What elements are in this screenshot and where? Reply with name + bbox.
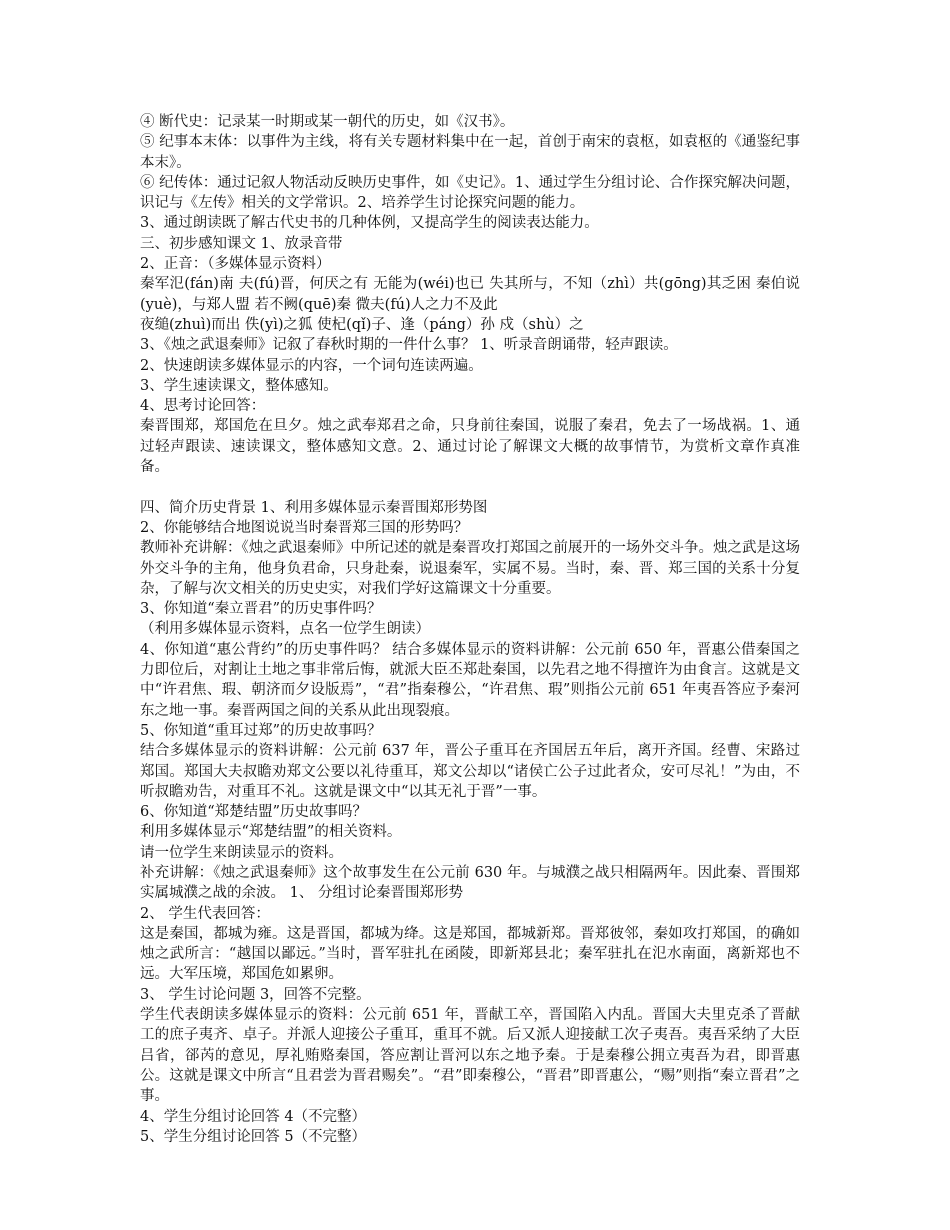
text-line: 2、正音：（多媒体显示资料） bbox=[140, 256, 331, 273]
text-line: 请一位学生来朗读显示的资料。 bbox=[140, 844, 343, 861]
text-line: ⑥ 纪传体：通过记叙人物活动反映历史事件，如《史记》。1、通过学生分组讨论、合作探究解决问题，识记与《左传》相关的文学常识。2、培养学生讨论探究问题的能力。 bbox=[140, 174, 800, 212]
text-paragraph: 秦晋围郑，郑国危在旦夕。烛之武奉郑君之命，只身前往秦国，说服了秦君，免去了一场战祸。1、通过轻声跟读、速读课文，整体感知文意。2、通过讨论了解课文大概的故事情节，为赏析文章作真准备。 bbox=[140, 418, 800, 476]
text-line: 6、你知道“郑楚结盟”历史故事吗？ bbox=[140, 804, 368, 821]
text-paragraph: 教师补充讲解：《烛之武退秦师》中所记述的就是秦晋攻打郑国之前展开的一场外交斗争。烛之武是这场外交斗争的主角，他身负君命，只身赴秦，说退秦军，实属不易。当时，秦、晋、郑三国的关系十分复杂，了解与次文相关的历史史实，对我们学好这篇课文十分重要。 bbox=[140, 540, 800, 597]
text-line: 3、 学生讨论问题 3，回答不完整。 bbox=[140, 986, 371, 1003]
text-line: ⑤ 纪事本末体：以事件为主线，将有关专题材料集中在一起，首创于南宋的袁枢，如袁枢的《通鉴纪事本末》。 bbox=[140, 134, 800, 171]
document-body bbox=[140, 112, 800, 1147]
pronunciation-text: 秦军氾(fán)南 夫(fú)晋，何厌之有 无能为(wéi)也已 失其所与，不知（zhì）共(gōng)其乏困 秦伯说(yuè)，与郑人盟 若不阙(quē)秦 微夫(fú)人之力不及此 bbox=[140, 276, 800, 313]
section-heading: 四、简介历史背景 1、利用多媒体显示秦晋围郑形势图 bbox=[140, 499, 488, 516]
text-line: 4、思考讨论回答： bbox=[140, 398, 266, 415]
text-paragraph: 学生代表朗读多媒体显示的资料：公元前 651 年，晋献工卒，晋国陷入内乱。晋国大夫里克杀了晋献工的庶子夷齐、卓子。并派人迎接公子重耳，重耳不就。后又派人迎接献工次子夷吾。夷吾采纳了大臣吕省，郤芮的意见，厚礼贿赂秦国，答应割让晋河以东之地予秦。于是秦穆公拥立夷吾为君，即晋惠公。这就是课文中所言“且君尝为晋君赐矣”。“君”即秦穆公，“晋君”即晋惠公，“赐”则指“秦立晋君”之事。 bbox=[140, 1007, 800, 1105]
text-line: 利用多媒体显示“郑楚结盟”的相关资料。 bbox=[140, 824, 402, 841]
text-line: （利用多媒体显示资料，点名一位学生朗读） bbox=[140, 621, 430, 638]
text-paragraph: 结合多媒体显示的资料讲解：公元前 637 年，晋公子重耳在齐国居五年后，离开齐国。经曹、宋路过郑国。郑国大夫叔瞻劝郑文公要以礼待重耳，郑文公却以“诸侯亡公子过此者众，安可尽礼！”为由，不听叔瞻劝告，对重耳不礼。这就是课文中“以其无礼于晋”一事。 bbox=[140, 743, 800, 800]
text-line: 4、学生分组讨论回答 4（不完整） bbox=[140, 1108, 367, 1125]
pronunciation-text: 夜缒(zhuì)而出 佚(yì)之狐 使杞(qǐ)子、逢（páng）孙 戍（shù）之 bbox=[140, 316, 584, 333]
text-paragraph: 4、你知道“惠公背约”的历史事件吗？ 结合多媒体显示的资料讲解：公元前 650 年，晋惠公借秦国之力即位后，对割让土地之事非常后悔，就派大臣丕郑赴秦国，以先君之地不得擅许为由食言。这就是文中“许君焦、瑕、朝济而夕设版焉”，“君”指秦穆公，“许君焦、瑕”则指公元前 651 年夷吾答应予秦河东之地一事。秦晋两国之间的关系从此出现裂痕。 bbox=[140, 641, 800, 719]
text-line: 3、通过朗读既了解古代史书的几种体例，又提高学生的阅读表达能力。 bbox=[140, 215, 599, 232]
text-line: 2、快速朗读多媒体显示的内容，一个词句连读两遍。 bbox=[140, 357, 483, 374]
text-paragraph: 补充讲解：《烛之武退秦师》这个故事发生在公元前 630 年。与城濮之战只相隔两年。因此秦、晋围郑实属城濮之战的余波。 1、 分组讨论秦晋围郑形势 bbox=[140, 864, 800, 902]
text-line: 3、你知道“秦立晋君”的历史事件吗？ bbox=[140, 601, 382, 618]
section-heading: 三、初步感知课文 1、放录音带 bbox=[140, 235, 343, 252]
blank-line bbox=[140, 477, 800, 497]
text-line: ④ 断代史：记录某一时期或某一朝代的历史，如《汉书》。 bbox=[140, 114, 515, 130]
text-line: 2、你能够结合地图说说当时秦晋郑三国的形势吗？ bbox=[140, 519, 469, 536]
text-line: 5、学生分组讨论回答 5（不完整） bbox=[140, 1128, 367, 1145]
text-line: 3、《烛之武退秦师》记叙了春秋时期的一件什么事？ 1、听录音朗诵带，轻声跟读。 bbox=[140, 337, 678, 354]
text-line: 5、你知道“重耳过郑”的历史故事吗？ bbox=[140, 722, 382, 739]
text-paragraph: 这是秦国，都城为雍。这是晋国，都城为绛。这是郑国，都城新郑。晋郑彼邻，秦如攻打郑国，的确如烛之武所言：“越国以鄙远。”当时，晋军驻扎在函陵，即新郑县北；秦军驻扎在氾水南面，离新郑也不远。大军压境，郑国危如累卵。 bbox=[140, 925, 800, 983]
text-line: 2、 学生代表回答： bbox=[140, 905, 270, 922]
text-line: 3、学生速读课文，整体感知。 bbox=[140, 377, 338, 394]
